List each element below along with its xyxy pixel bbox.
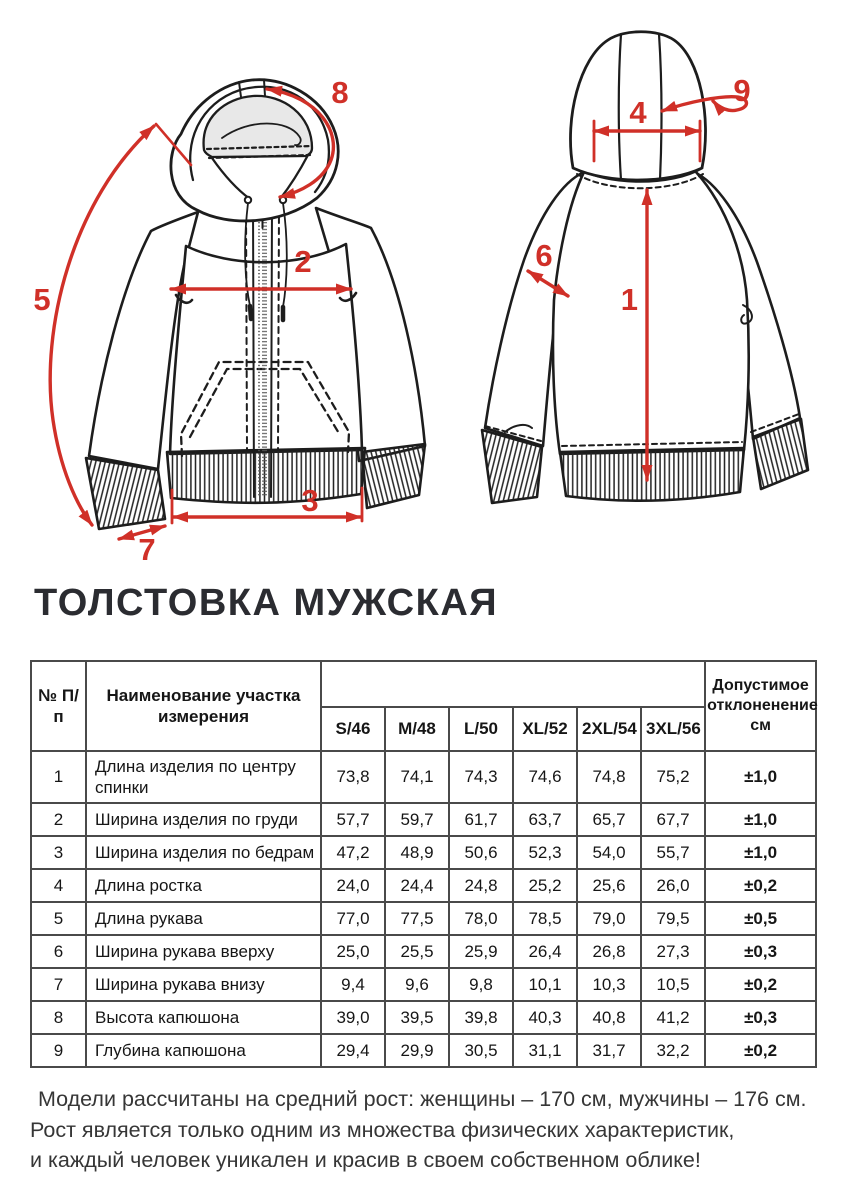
table-row [31,869,816,902]
size-value-cell: 74,1 [385,751,449,803]
size-value-cell: 25,0 [321,935,385,968]
col-header-tolerance: Допустимое отклоненение см [705,661,816,751]
size-value-cell: 77,5 [385,902,449,935]
size-value-cell: 26,8 [577,935,641,968]
size-value-cell: 27,3 [641,935,705,968]
row-number-cell: 4 [31,869,86,902]
size-value-cell: 74,8 [577,751,641,803]
size-value-cell: 52,3 [513,836,577,869]
size-value-cell: 29,9 [385,1034,449,1067]
measurement-name-cell: Длина изделия по центру спинки [86,751,321,803]
size-value-cell: 39,0 [321,1001,385,1034]
size-value-cell: 39,8 [449,1001,513,1034]
measure-marker-5: 5 [33,282,51,317]
measurement-name-cell: Высота капюшона [86,1001,321,1034]
size-value-cell: 67,7 [641,803,705,836]
size-value-cell: 75,2 [641,751,705,803]
size-value-cell: 24,0 [321,869,385,902]
tolerance-cell: ±1,0 [705,836,816,869]
measure-marker-7: 7 [138,532,156,567]
tolerance-cell: ±0,2 [705,968,816,1001]
size-value-cell: 40,8 [577,1001,641,1034]
size-value-cell: 25,2 [513,869,577,902]
row-number-cell: 6 [31,935,86,968]
col-header-num: № П/п [31,661,86,751]
size-value-cell: 59,7 [385,803,449,836]
size-value-cell: 10,5 [641,968,705,1001]
tolerance-cell: ±0,5 [705,902,816,935]
measure-marker-1: 1 [620,282,638,317]
size-value-cell: 24,8 [449,869,513,902]
footer-note [30,1084,825,1176]
size-value-cell: 32,2 [641,1034,705,1067]
size-value-cell: 26,4 [513,935,577,968]
measure-marker-2: 2 [294,244,312,279]
table-row [31,1001,816,1034]
tolerance-cell: ±0,3 [705,1001,816,1034]
measurement-name-cell: Длина ростка [86,869,321,902]
row-number-cell: 2 [31,803,86,836]
size-value-cell: 54,0 [577,836,641,869]
row-number-cell: 7 [31,968,86,1001]
size-table-body [31,751,816,1067]
measurement-name-cell: Ширина изделия по бедрам [86,836,321,869]
table-row [31,803,816,836]
footer-line: Модели рассчитаны на средний рост: женщины – 170 см, мужчины – 176 см. [38,1087,807,1111]
size-value-cell: 39,5 [385,1001,449,1034]
size-column-header: 3XL/56 [641,707,705,751]
size-value-cell: 31,1 [513,1034,577,1067]
tolerance-cell: ±0,2 [705,869,816,902]
table-row [31,902,816,935]
row-number-cell: 3 [31,836,86,869]
size-value-cell: 79,0 [577,902,641,935]
size-column-header: XL/52 [513,707,577,751]
size-value-cell: 77,0 [321,902,385,935]
size-column-header: M/48 [385,707,449,751]
size-column-header: L/50 [449,707,513,751]
tolerance-cell: ±0,2 [705,1034,816,1067]
measurement-name-cell: Ширина рукава внизу [86,968,321,1001]
hoodie-front-drawing [86,80,425,529]
size-table [30,660,817,1068]
size-value-cell: 31,7 [577,1034,641,1067]
size-value-cell: 24,4 [385,869,449,902]
size-value-cell: 41,2 [641,1001,705,1034]
size-value-cell: 74,6 [513,751,577,803]
measurement-name-cell: Ширина рукава вверху [86,935,321,968]
size-value-cell: 74,3 [449,751,513,803]
size-value-cell: 61,7 [449,803,513,836]
table-row [31,935,816,968]
size-value-cell: 26,0 [641,869,705,902]
size-value-cell: 47,2 [321,836,385,869]
size-value-cell: 57,7 [321,803,385,836]
table-row [31,968,816,1001]
row-number-cell: 1 [31,751,86,803]
tolerance-cell: ±1,0 [705,803,816,836]
size-value-cell: 10,3 [577,968,641,1001]
row-number-cell: 8 [31,1001,86,1034]
size-value-cell: 55,7 [641,836,705,869]
col-header-name: Наименование участка измерения [86,661,321,751]
page-title: ТОЛСТОВКА МУЖСКАЯ [34,582,499,624]
hoodie-measurement-diagram [0,0,841,575]
size-column-header: 2XL/54 [577,707,641,751]
size-value-cell: 30,5 [449,1034,513,1067]
size-column-header: S/46 [321,707,385,751]
size-value-cell: 9,6 [385,968,449,1001]
size-value-cell: 40,3 [513,1001,577,1034]
size-value-cell: 25,9 [449,935,513,968]
measure-marker-8: 8 [331,75,349,110]
size-value-cell: 78,0 [449,902,513,935]
measure-marker-4: 4 [629,95,647,130]
size-value-cell: 10,1 [513,968,577,1001]
table-row [31,836,816,869]
tolerance-cell: ±0,3 [705,935,816,968]
footer-line: и каждый человек уникален и красив в своем собственном облике! [30,1148,701,1173]
size-value-cell: 29,4 [321,1034,385,1067]
col-header-sizes-group [321,661,705,707]
tolerance-cell: ±1,0 [705,751,816,803]
size-value-cell: 79,5 [641,902,705,935]
measure-marker-9: 9 [733,73,751,108]
size-value-cell: 9,4 [321,968,385,1001]
size-value-cell: 78,5 [513,902,577,935]
measure-marker-6: 6 [535,238,553,273]
measurement-name-cell: Глубина капюшона [86,1034,321,1067]
table-row [31,1034,816,1067]
size-value-cell: 25,6 [577,869,641,902]
table-row [31,751,816,803]
row-number-cell: 5 [31,902,86,935]
size-value-cell: 9,8 [449,968,513,1001]
measurement-name-cell: Длина рукава [86,902,321,935]
size-value-cell: 63,7 [513,803,577,836]
size-value-cell: 50,6 [449,836,513,869]
size-value-cell: 25,5 [385,935,449,968]
footer-line: Рост является только одним из множества физических характеристик, [30,1117,735,1142]
measure-marker-3: 3 [301,483,319,518]
size-value-cell: 48,9 [385,836,449,869]
size-value-cell: 73,8 [321,751,385,803]
size-value-cell: 65,7 [577,803,641,836]
measurement-name-cell: Ширина изделия по груди [86,803,321,836]
row-number-cell: 9 [31,1034,86,1067]
